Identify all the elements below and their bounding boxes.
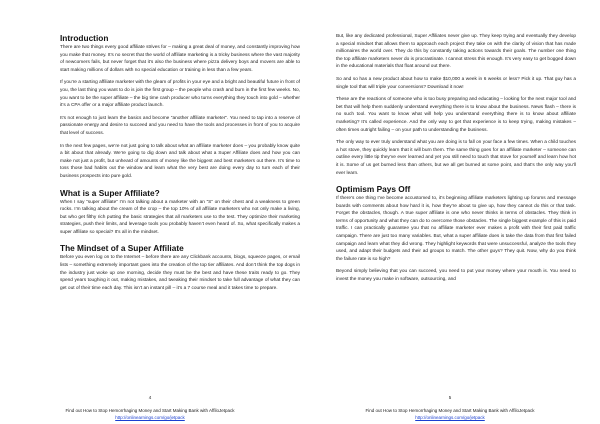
- paragraph: If you’re a starting affiliate marketer with the gleam of profits in your eye and a bright and beautiful future in front of you, the last thing you want to do is join the first group – the people who crash and burn in the first few weeks. No, you want to be the super affiliate – the big time cash producer who turns everything they touch into gold – whether it’s a CPA offer or a major affiliate product launch.: [60, 80, 300, 109]
- footer-link[interactable]: http://onlinearnings.com/go/jetpack: [415, 415, 485, 420]
- section-heading-what-is-super-affiliate: What is a Super Affiliate?: [60, 187, 160, 198]
- footer-link[interactable]: http://onlinearnings.com/go/jetpack: [115, 415, 185, 420]
- right-page: [300, 0, 600, 424]
- paragraph: When I say “super affiliate” I’m not talking about a marketer with an “S” on their chest and a weakness to green rocks. I’m talking about the cream of the crop – the top 10% of all affiliate marketers who not only make a living, but who get filthy rich putting the basic strategies that all marketers use to the test. They optimize their marketing strategies, push their limits, and leverage tools you probably haven’t even heard of. So, what specifically makes a super affiliate so special? It’s all in the mindset.: [60, 199, 300, 235]
- paragraph: If there’s one thing I’ve become accustomed to, it’s beginning affiliate marketers lighting up forums and message boards with comments about how hard it is, how they’re about to give up, how they cannot do this or that task. Forget the obstacles, though. A true super affiliate is one who never thinks in terms of obstacles. They think in terms of opportunity and what they can do to overcome those obstacles. The single biggest example of this is paid traffic. I can practically guarantee you that no affiliate marketer ever makes a profit with their first paid traffic campaign. There are just too many variables. But, what a super affiliate does is take the data from that first failed campaign and learn what they did wrong. They highlight keywords that were unsuccessful, analyze the tools they used, and adapt their budgets and their ad groups to match. The other guys? They quit. Now, why do you think the failure rate is so high?: [336, 196, 576, 262]
- footer-text: Find out How to Stop Hemorrhaging Money and Start Making Bank with AffiloJetpack: [365, 408, 535, 413]
- paragraph: The only way to ever truly understand what you are doing is to fall on your face a few times. When a child touches a hot stove, they quickly learn that it will burn them. The same thing goes for an affiliate marketer – someone can outline every little tip they’ve ever learned and yet you still need to touch that stove for yourself and learn how hot it is. Some of us get burned less than others, but we all get burned at some point, and that’s the only way you’ll ever learn.: [336, 140, 576, 176]
- paragraph: In the next few pages, we’re not just going to talk about what an affiliate marketer does – you probably know quite a bit about that already. We’re going to dig down and talk about what a Super Affiliate does and how you can make not just a profit, but unheard of amounts of money like the biggest and best marketers out there. It’s time to toss those bad habits out the window and learn what the very best are doing every day to turn each of their business prospects into pure gold.: [60, 143, 300, 179]
- section-heading-mindset: The Mindset of a Super Affiliate: [60, 243, 184, 254]
- right-page-footer: [300, 394, 600, 421]
- footer-text: Find out How to Stop Hemorrhaging Money and Start Making Bank with AffiloJetpack: [65, 408, 235, 413]
- right-page-content: [336, 33, 576, 284]
- left-page-content: [60, 33, 300, 292]
- paragraph: So and so has a new product about how to make $10,000 a week in 6 weeks or less? Pick it up. That guy has a single tool that will triple your conversions? Download it now!: [336, 76, 576, 90]
- left-page-footer: [0, 394, 300, 421]
- section-heading-introduction: Introduction: [60, 33, 109, 43]
- paragraph: But, like any dedicated professional, Super Affiliates never give up. They keep trying and eventually they develop a special mindset that allows them to approach each project they take on with the clarity of vision that has made millionaires the world over. They do this by constantly taking actions towards their goals. The number one thing the top affiliate marketers never do is procrastinate. I cannot stress this enough. It’s very easy to get bogged down in the educational materials that float around out there.: [336, 34, 576, 70]
- paragraph: It’s not enough to just learn the basics and become “another affiliate marketer”. You need to tap into a reserve of passionate energy and desire to succeed and you need to have the tools and processes in front of you to acquire that level of success.: [60, 115, 300, 136]
- paragraph: Before you even log on to the Internet – before there are any Clickbank accounts, blogs, squeeze pages, or email lists – something extremely important goes into the creation of the top tier affiliates. And don’t think the top dogs in the industry just woke up one morning, decide they must be the best and have these traits ready to go. They spend years toughing it out, making mistakes, and tweaking their mindset to take full advantage of what they can get out of their time each day. This isn’t an instant pill – it’s a 7 course meal and it takes time to prepare.: [60, 255, 300, 291]
- page-number: 5: [448, 395, 452, 400]
- paragraph: There are two things every good affiliate strives for – making a great deal of money, and constantly improving how you make that money. It’s no secret that the world of affiliate marketing is a tricky business where the vast majority of newcomers fails, but never forget that it’s also the business where pizza delivery boys and movers are able to start making millions of dollars with no special education or training in less than a few years.: [60, 45, 300, 73]
- section-heading-optimism: Optimism Pays Off: [336, 184, 411, 195]
- paragraph: Beyond simply believing that you can succeed, you need to put your money where your mouth is. You need to invest the money you make in software, outsourcing, and: [336, 269, 576, 283]
- paragraph: These are the reactions of someone who is too busy preparing and educating – looking for the next major tool and bet that will help them suddenly understand everything there is to know about the business. News flash – there is no such tool. You want to know what will help you understand everything there is to know about affiliate marketing? It’s called experience. And the only way to get that experience is to keep trying, making mistakes – often times outright failing – on your path to understanding the business.: [336, 97, 576, 133]
- page-number: 4: [148, 395, 152, 400]
